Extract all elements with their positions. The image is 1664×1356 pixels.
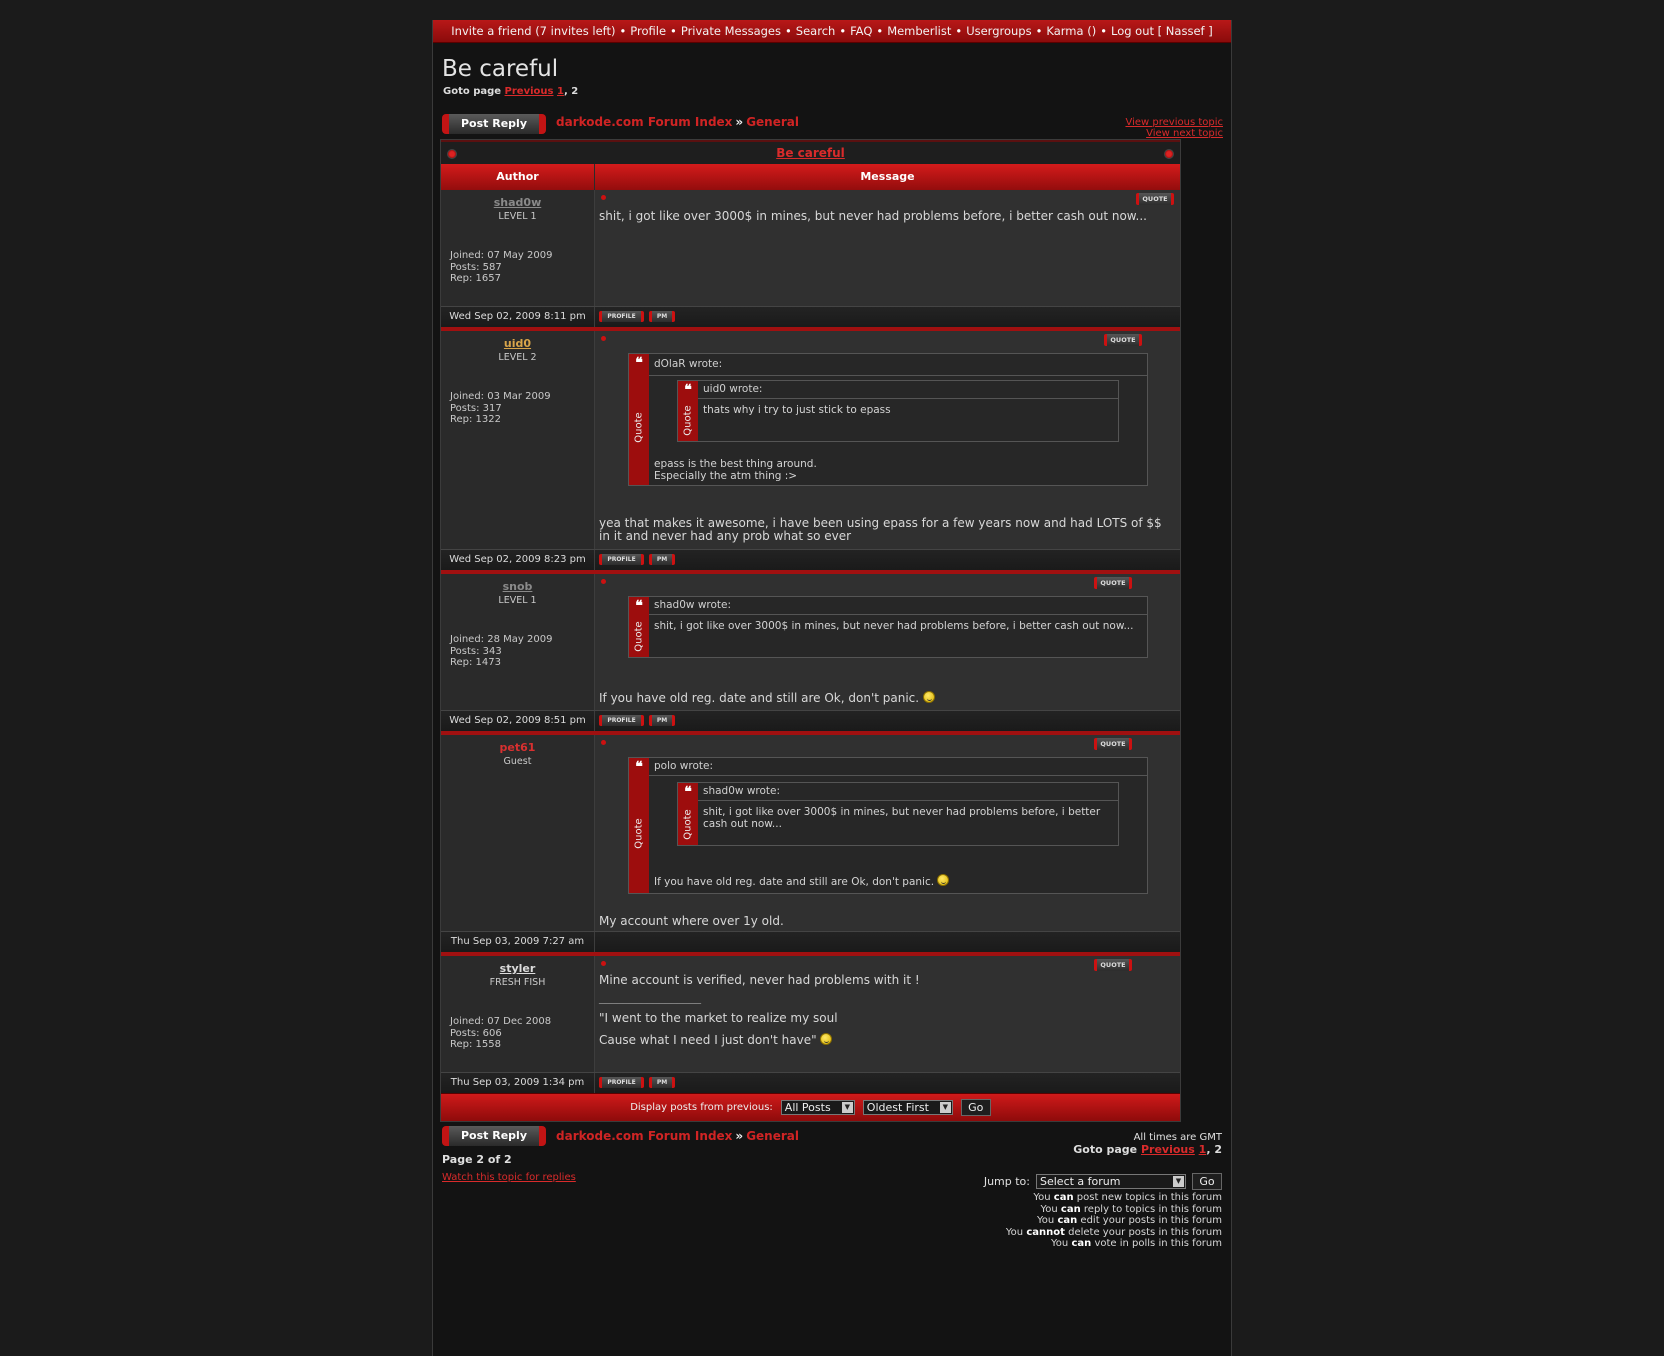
nav-separator: • bbox=[876, 24, 884, 38]
nested-quote-block bbox=[677, 380, 1119, 442]
post-body bbox=[599, 691, 1174, 705]
quote-block bbox=[628, 353, 1148, 486]
post-actions bbox=[595, 711, 1180, 731]
corner-knob-icon bbox=[1164, 149, 1174, 159]
author-rank: LEVEL 1 bbox=[498, 595, 537, 606]
permission-subject: You bbox=[1005, 1226, 1024, 1238]
timezone-note: All times are GMT bbox=[1133, 1132, 1222, 1143]
jump-forum-value: Select a forum bbox=[1040, 1175, 1121, 1188]
nav-separator: • bbox=[839, 24, 847, 38]
quote-body bbox=[698, 783, 1118, 845]
post-marker-icon bbox=[601, 336, 606, 341]
quote-mark-icon: ❝ bbox=[635, 598, 643, 614]
signature-line: "I went to the market to realize my soul bbox=[599, 1011, 838, 1025]
pm-button[interactable]: PM bbox=[649, 554, 675, 565]
post-message-panel bbox=[595, 735, 1180, 931]
breadcrumb-index-link[interactable]: darkode.com Forum Index bbox=[556, 1129, 733, 1143]
permission-action: vote in polls in this forum bbox=[1094, 1238, 1222, 1249]
posts-range-value: All Posts bbox=[784, 1101, 831, 1114]
quote-sidebar bbox=[629, 597, 649, 657]
quote-author: shad0w wrote: bbox=[698, 783, 1118, 801]
table-header-row bbox=[441, 164, 1180, 190]
post-body: Mine account is verified, never had problems with it ! bbox=[599, 973, 920, 987]
permission-line bbox=[1006, 1204, 1222, 1216]
post-body: My account where over 1y old. bbox=[599, 914, 784, 928]
pm-button[interactable]: PM bbox=[649, 1077, 675, 1088]
post-actions bbox=[595, 932, 1180, 952]
author-rep: Rep: 1473 bbox=[450, 657, 501, 668]
goto-label: Goto page bbox=[1073, 1143, 1138, 1156]
nav-usergroups-link[interactable]: Usergroups bbox=[966, 24, 1032, 38]
author-joined: Joined: 07 May 2009 bbox=[450, 250, 553, 261]
post-reply-button-bottom[interactable]: Post Reply bbox=[442, 1126, 546, 1146]
post-body: shit, i got like over 3000$ in mines, but never had problems before, i better cash out now... bbox=[599, 209, 1147, 223]
nav-separator: • bbox=[1035, 24, 1043, 38]
post-actions bbox=[595, 1073, 1180, 1093]
post-footer bbox=[441, 306, 1180, 327]
quote-button[interactable]: QUOTE bbox=[1104, 334, 1142, 346]
author-rank: LEVEL 2 bbox=[498, 352, 537, 363]
jump-forum-select[interactable] bbox=[1036, 1174, 1186, 1189]
permission-verb: can bbox=[1060, 1203, 1081, 1215]
sort-order-value: Oldest First bbox=[866, 1101, 929, 1114]
topic-table bbox=[440, 139, 1181, 1122]
post-date: Thu Sep 03, 2009 7:27 am bbox=[441, 932, 595, 952]
goto-page-top bbox=[443, 86, 578, 97]
forum-permissions bbox=[1006, 1192, 1222, 1250]
nested-quote-block bbox=[677, 782, 1119, 846]
signature-line: Cause what I need I just don't have" bbox=[599, 1033, 817, 1047]
post-footer bbox=[441, 710, 1180, 731]
nav-karma-link[interactable]: Karma () bbox=[1046, 24, 1097, 38]
post-message-panel bbox=[595, 956, 1180, 1072]
permission-action: post new topics in this forum bbox=[1076, 1192, 1222, 1203]
permission-subject: You bbox=[1037, 1215, 1055, 1226]
author-joined: Joined: 28 May 2009 bbox=[450, 634, 553, 645]
post-body-text: If you have old reg. date and still are Ok, don't panic. bbox=[599, 691, 920, 705]
author-name-link[interactable]: snob bbox=[502, 580, 533, 593]
posts-range-select[interactable] bbox=[781, 1100, 855, 1115]
quote-body bbox=[649, 354, 1147, 485]
profile-button[interactable]: PROFILE bbox=[599, 311, 644, 322]
display-go-button[interactable]: Go bbox=[961, 1099, 991, 1116]
table-title-bar bbox=[441, 140, 1180, 164]
quote-button[interactable]: QUOTE bbox=[1094, 959, 1132, 971]
goto-comma: , bbox=[563, 86, 568, 97]
nav-memberlist-link[interactable]: Memberlist bbox=[887, 24, 952, 38]
nav-faq-link[interactable]: FAQ bbox=[850, 24, 873, 38]
quote-button[interactable]: QUOTE bbox=[1094, 577, 1132, 589]
nav-separator: • bbox=[1100, 24, 1107, 38]
post-author-panel bbox=[441, 956, 595, 1072]
permission-verb: can bbox=[1053, 1192, 1074, 1203]
nav-profile-link[interactable]: Profile bbox=[630, 24, 667, 38]
smiley-icon bbox=[923, 691, 935, 703]
jump-to-forum bbox=[984, 1173, 1222, 1190]
chevron-down-icon: ▼ bbox=[1173, 1176, 1184, 1187]
breadcrumb-separator: » bbox=[735, 1129, 744, 1143]
quote-text: shit, i got like over 3000$ in mines, but never had problems before, i better cash out now... bbox=[654, 620, 1134, 632]
nav-private-messages-link[interactable]: Private Messages bbox=[680, 24, 781, 38]
quote-author: shad0w wrote: bbox=[649, 597, 1147, 615]
permission-action: edit your posts in this forum bbox=[1080, 1215, 1222, 1226]
post bbox=[441, 956, 1180, 1093]
post-message-panel bbox=[595, 574, 1180, 710]
quote-button[interactable]: QUOTE bbox=[1094, 738, 1132, 750]
author-post-count: Posts: 606 bbox=[450, 1027, 502, 1039]
post-date: Wed Sep 02, 2009 8:51 pm bbox=[441, 711, 595, 731]
author-rank: LEVEL 1 bbox=[498, 211, 537, 222]
quote-button[interactable]: QUOTE bbox=[1136, 193, 1174, 205]
profile-button[interactable]: PROFILE bbox=[599, 1077, 644, 1088]
breadcrumb-bottom bbox=[556, 1129, 799, 1143]
post-marker-icon bbox=[601, 740, 606, 745]
post-author-panel bbox=[441, 190, 595, 306]
author-post-count: Posts: 587 bbox=[450, 261, 502, 273]
author-joined: Joined: 07 Dec 2008 bbox=[450, 1016, 552, 1027]
quote-body bbox=[698, 381, 1118, 441]
breadcrumb-index-link[interactable]: darkode.com Forum Index bbox=[556, 115, 733, 129]
permission-line bbox=[1006, 1192, 1222, 1204]
permission-subject: You bbox=[1033, 1192, 1051, 1203]
page-wrapper bbox=[432, 20, 1232, 1356]
post-message-panel bbox=[595, 331, 1180, 549]
post-date: Wed Sep 02, 2009 8:11 pm bbox=[441, 307, 595, 327]
quote-body bbox=[649, 758, 1147, 893]
post bbox=[441, 574, 1180, 735]
pm-button[interactable]: PM bbox=[649, 715, 675, 726]
smiley-icon bbox=[820, 1033, 832, 1045]
quote-block bbox=[628, 757, 1148, 894]
author-rep: Rep: 1322 bbox=[450, 414, 501, 425]
post-footer bbox=[441, 931, 1180, 952]
quote-label: Quote bbox=[682, 809, 694, 840]
post-marker-icon bbox=[601, 579, 606, 584]
quote-text: thats why i try to just stick to epass bbox=[703, 404, 891, 416]
quote-label: Quote bbox=[633, 621, 645, 652]
smiley-icon bbox=[937, 874, 949, 886]
goto-previous-link[interactable]: Previous bbox=[504, 86, 554, 97]
permission-action: delete your posts in this forum bbox=[1068, 1226, 1222, 1238]
goto-current-page: 2 bbox=[571, 86, 579, 97]
post-date: Thu Sep 03, 2009 1:34 pm bbox=[441, 1073, 595, 1093]
breadcrumb-forum-link[interactable]: General bbox=[746, 115, 799, 129]
jump-label: Jump to: bbox=[983, 1175, 1030, 1188]
chevron-down-icon: ▼ bbox=[940, 1102, 951, 1113]
breadcrumb-separator: » bbox=[735, 115, 744, 129]
post bbox=[441, 190, 1180, 331]
quote-mark-icon: ❝ bbox=[684, 784, 692, 800]
quote-line: epass is the best thing around. bbox=[654, 458, 817, 470]
quote-line: Especially the atm thing :> bbox=[654, 470, 798, 482]
permission-action: reply to topics in this forum bbox=[1083, 1203, 1222, 1215]
author-rank: Guest bbox=[503, 756, 532, 767]
author-rep: Rep: 1657 bbox=[450, 273, 501, 284]
quote-label: Quote bbox=[682, 405, 694, 436]
author-name: pet61 bbox=[499, 741, 536, 754]
table-title-link[interactable]: Be careful bbox=[776, 146, 845, 160]
author-rep: Rep: 1558 bbox=[450, 1039, 501, 1050]
bottom-right-info bbox=[1073, 1132, 1222, 1156]
view-previous-topic-link[interactable]: View previous topic bbox=[1125, 117, 1223, 128]
quote-author: polo wrote: bbox=[649, 758, 1147, 776]
quote-block bbox=[628, 596, 1148, 658]
goto-comma: , bbox=[1206, 1143, 1211, 1156]
post-footer bbox=[441, 549, 1180, 570]
post-footer bbox=[441, 1072, 1180, 1093]
permission-line bbox=[1006, 1227, 1222, 1239]
post-date: Wed Sep 02, 2009 8:23 pm bbox=[441, 550, 595, 570]
column-header-author: Author bbox=[441, 164, 595, 190]
author-details bbox=[450, 391, 551, 426]
quote-author: dOlaR wrote: bbox=[649, 354, 1147, 376]
author-name-link[interactable]: uid0 bbox=[503, 337, 532, 350]
sort-order-select[interactable] bbox=[863, 1100, 953, 1115]
display-label: Display posts from previous: bbox=[630, 1102, 773, 1113]
author-post-count: Posts: 343 bbox=[450, 645, 502, 657]
nav-separator: • bbox=[619, 24, 627, 38]
quote-text: shit, i got like over 3000$ in mines, but never had problems before, i better cash out now... bbox=[703, 806, 1101, 830]
permission-subject: You bbox=[1051, 1238, 1069, 1249]
post-actions bbox=[595, 307, 1180, 327]
signature-line-wrap bbox=[599, 1033, 1174, 1047]
post-author-panel bbox=[441, 574, 595, 710]
permission-verb: can bbox=[1057, 1215, 1078, 1226]
watch-topic-link[interactable]: Watch this topic for replies bbox=[442, 1172, 576, 1183]
page-indicator: Page 2 of 2 bbox=[442, 1153, 512, 1166]
quote-text bbox=[654, 874, 949, 888]
profile-button[interactable]: PROFILE bbox=[599, 715, 644, 726]
column-header-message: Message bbox=[860, 170, 915, 183]
goto-label: Goto page bbox=[443, 86, 502, 97]
signature-divider: _________________ bbox=[599, 990, 701, 1004]
quote-label: Quote bbox=[633, 412, 645, 443]
post-marker-icon bbox=[601, 195, 606, 200]
post-author-panel bbox=[441, 331, 595, 549]
post-author-panel bbox=[441, 735, 595, 931]
quote-sidebar bbox=[678, 783, 698, 845]
author-post-count: Posts: 317 bbox=[450, 402, 502, 414]
quote-mark-icon: ❝ bbox=[684, 382, 692, 398]
nav-separator: • bbox=[955, 24, 963, 38]
nav-search-link[interactable]: Search bbox=[795, 24, 836, 38]
post-body: yea that makes it awesome, i have been using epass for a few years now and had LOTS of $$ in it and never had any prob what so ever bbox=[599, 516, 1162, 543]
quote-label: Quote bbox=[633, 818, 645, 849]
pm-button[interactable]: PM bbox=[649, 311, 675, 322]
author-joined: Joined: 03 Mar 2009 bbox=[450, 391, 551, 402]
author-name-link[interactable]: shad0w bbox=[493, 196, 542, 209]
goto-page-1-link[interactable]: 1 bbox=[1198, 1143, 1207, 1156]
breadcrumb-forum-link[interactable]: General bbox=[746, 1129, 799, 1143]
corner-knob-icon bbox=[447, 149, 457, 159]
author-details bbox=[450, 250, 552, 285]
goto-page-1-link[interactable]: 1 bbox=[556, 86, 564, 97]
goto-previous-link[interactable]: Previous bbox=[1140, 1143, 1195, 1156]
quote-line: If you have old reg. date and still are Ok, don't panic. bbox=[654, 876, 935, 888]
nav-logout-link[interactable]: Log out [ Nassef ] bbox=[1110, 24, 1213, 38]
permission-line bbox=[1006, 1238, 1222, 1250]
nav-separator: • bbox=[670, 24, 677, 38]
topic-title: Be careful bbox=[442, 56, 559, 82]
goto-page-bottom bbox=[1073, 1143, 1222, 1156]
post-message-panel bbox=[595, 190, 1180, 306]
post-marker-icon bbox=[601, 961, 606, 966]
permission-verb: can bbox=[1071, 1238, 1092, 1249]
author-rank: FRESH FISH bbox=[489, 977, 546, 988]
quote-author: uid0 wrote: bbox=[698, 381, 1118, 399]
post-actions bbox=[595, 550, 1180, 570]
nav-separator: • bbox=[785, 24, 792, 38]
view-next-topic-link[interactable]: View next topic bbox=[1146, 128, 1223, 139]
display-options-bar bbox=[441, 1093, 1180, 1121]
nav-invite-link[interactable]: Invite a friend (7 invites left) bbox=[451, 24, 616, 38]
author-details bbox=[450, 1016, 551, 1051]
top-navigation-bar bbox=[433, 20, 1231, 43]
quote-sidebar bbox=[629, 758, 649, 893]
topic-navigation-links bbox=[1125, 117, 1223, 139]
permission-subject: You bbox=[1040, 1203, 1058, 1215]
breadcrumb-top bbox=[556, 115, 799, 129]
profile-button[interactable]: PROFILE bbox=[599, 554, 644, 565]
quote-text bbox=[654, 458, 817, 482]
post bbox=[441, 331, 1180, 574]
permission-line bbox=[1006, 1215, 1222, 1227]
author-details bbox=[450, 634, 552, 669]
quote-body bbox=[649, 597, 1147, 657]
author-name-link[interactable]: styler bbox=[499, 962, 536, 975]
permission-verb: cannot bbox=[1026, 1226, 1065, 1238]
quote-sidebar bbox=[629, 354, 649, 485]
chevron-down-icon: ▼ bbox=[842, 1102, 853, 1113]
jump-go-button[interactable]: Go bbox=[1192, 1173, 1222, 1190]
post bbox=[441, 735, 1180, 956]
quote-mark-icon: ❝ bbox=[635, 759, 643, 775]
post-reply-button-top[interactable]: Post Reply bbox=[442, 114, 546, 134]
quote-mark-icon: ❝ bbox=[635, 355, 643, 371]
quote-sidebar bbox=[678, 381, 698, 441]
goto-current-page: 2 bbox=[1214, 1143, 1222, 1156]
